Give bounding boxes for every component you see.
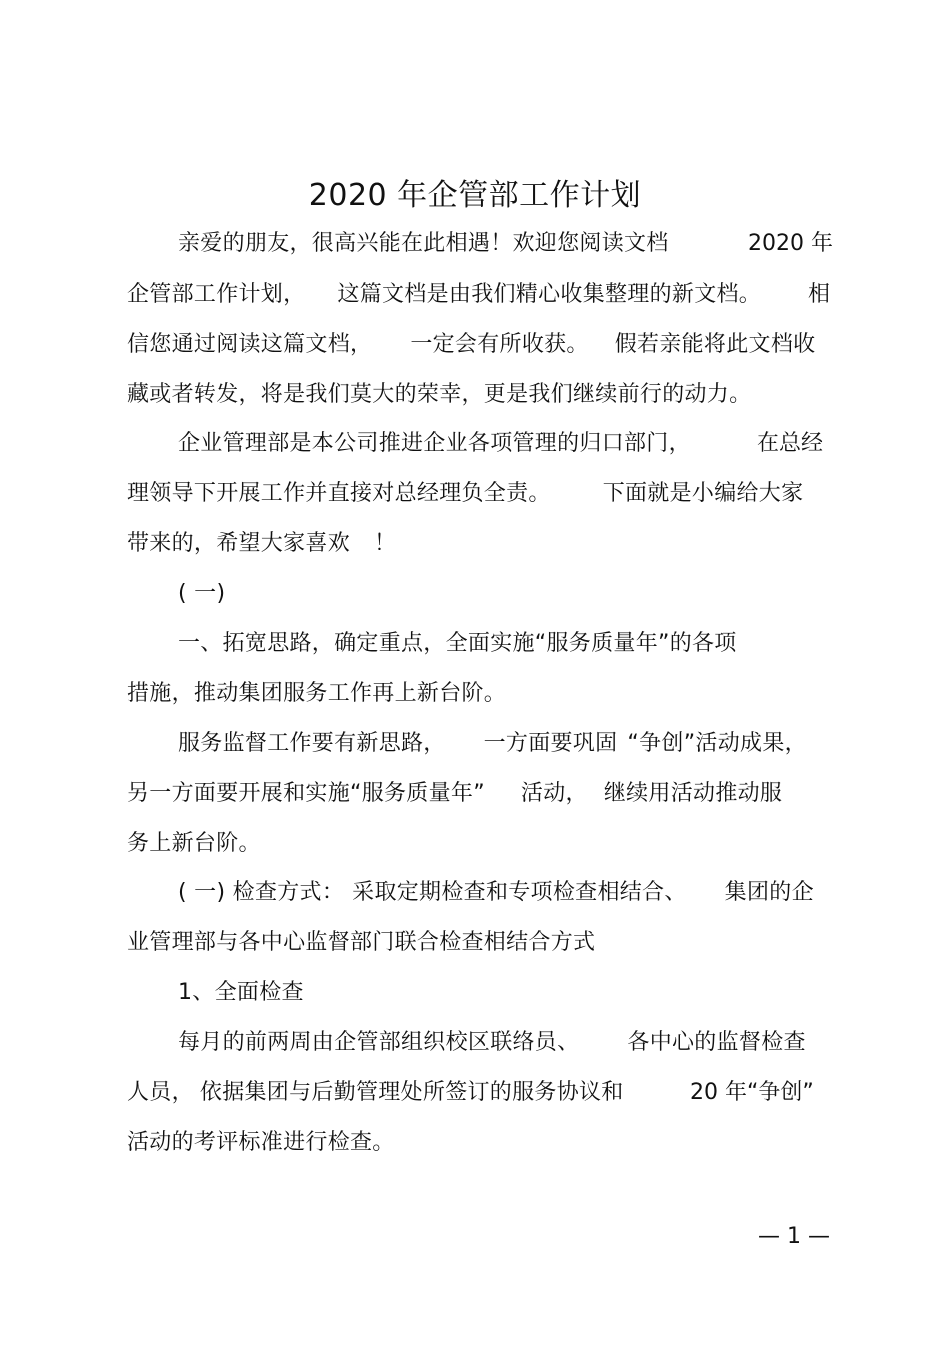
document-title: 2020 年企管部工作计划 <box>308 178 642 213</box>
text-segment: 依据集团与后勤管理处所签订的服务协议和 <box>199 1080 624 1105</box>
heading-1-line-2: 措施，推动集团服务工作再上新台阶。 <box>127 681 507 706</box>
paragraph-3-line-1 <box>178 728 807 760</box>
text-segment: 下面就是小编给大家 <box>602 481 804 506</box>
text-segment: 这篇文档是由我们精心收集整理的新文档。 <box>337 282 762 307</box>
paragraph-5-line-2 <box>127 1077 624 1109</box>
text-segment: 集团的企 <box>724 880 814 905</box>
paragraph-1-line-1 <box>178 228 669 260</box>
page-number: — 1 — <box>758 1224 830 1249</box>
text-segment: 信您通过阅读这篇文档， <box>127 332 373 357</box>
text-segment: 采取定期检查和专项检查相结合、 <box>352 880 687 905</box>
paragraph-1-line-2-end: 相 <box>808 282 831 307</box>
paragraph-2-line-2 <box>127 478 803 510</box>
text-segment: 服务监督工作要有新思路， <box>178 731 446 756</box>
text-segment: 继续用活动推动服 <box>603 781 783 806</box>
paragraph-2-line-1-end: 在总经 <box>757 431 824 456</box>
paragraph-1-line-3 <box>127 329 815 361</box>
text-segment: “争创”活动成果， <box>627 731 807 756</box>
paragraph-5-line-3: 活动的考评标准进行检查。 <box>127 1130 395 1155</box>
text-segment: 企业管理部是本公司推进企业各项管理的归口部门， <box>178 431 691 456</box>
text-segment: ( 一) 检查方式： <box>178 880 345 905</box>
paragraph-4-line-1 <box>178 877 814 909</box>
paragraph-4-line-2: 业管理部与各中心监督部门联合检查相结合方式 <box>127 930 596 955</box>
text-segment: 理领导下开展工作并直接对总经理负全责。 <box>127 481 551 506</box>
text-segment: 每月的前两周由企管部组织校区联络员、 <box>178 1030 580 1055</box>
text-segment: 假若亲能将此文档收 <box>614 332 816 357</box>
paragraph-2-line-3 <box>127 528 396 560</box>
text-segment: ！ <box>374 531 397 556</box>
text-segment: 亲爱的朋友，很高兴能在此相遇！欢迎您阅读文档 <box>178 231 669 256</box>
paragraph-2-line-1 <box>178 428 691 460</box>
paragraph-1-line-2 <box>127 279 761 311</box>
list-item-1: 1、全面检查 <box>178 980 304 1005</box>
paragraph-1-line-1-end: 2020 年 <box>748 231 833 256</box>
text-segment: 一方面要巩固 <box>483 731 618 756</box>
text-segment: 一定会有所收获。 <box>410 332 589 357</box>
text-segment: 带来的，希望大家喜欢 <box>127 531 351 556</box>
text-segment: 人员， <box>127 1080 194 1105</box>
paragraph-1-line-4: 藏或者转发，将是我们莫大的荣幸，更是我们继续前行的动力。 <box>127 382 752 407</box>
heading-1-line-1: 一、拓宽思路，确定重点，全面实施“服务质量年”的各项 <box>178 631 737 656</box>
paragraph-3-line-2 <box>127 778 782 810</box>
paragraph-3-line-3: 务上新台阶。 <box>127 831 261 856</box>
text-segment: 另一方面要开展和实施“服务质量年” <box>127 781 485 806</box>
paragraph-5-line-2-end: 20 年“争创” <box>690 1080 814 1105</box>
text-segment: 各中心的监督检查 <box>627 1030 806 1055</box>
text-segment: 企管部工作计划， <box>127 282 306 307</box>
section-marker: ( 一) <box>178 581 226 606</box>
paragraph-5-line-1 <box>178 1027 806 1059</box>
text-segment: 活动， <box>520 781 588 806</box>
